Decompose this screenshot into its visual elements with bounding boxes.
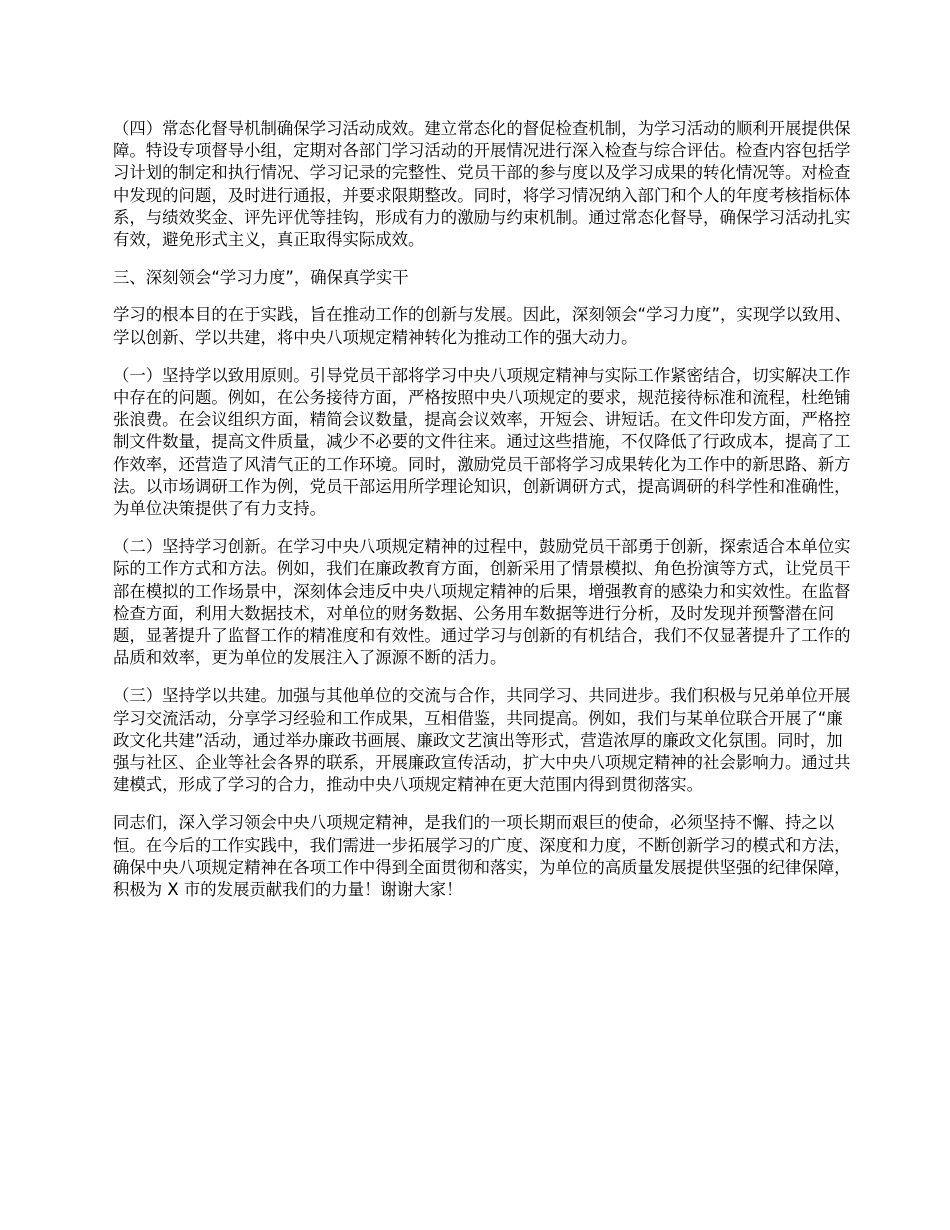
paragraph-innovation: （二）坚持学习创新。在学习中央八项规定精神的过程中，鼓励党员干部勇于创新，探索适合本单位实际的工作方式和方法。例如，我们在廉政教育方面，创新采用了情景模拟、角色扮演等方式，让党员干部在模拟的工作场景中，深刻体会违反中央八项规定精神的后果，增强教育的感染力和实效性。在监督检查方面，利用大数据技术，对单位的财务数据、公务用车数据等进行分析，及时发现并预警潜在问题，显著提升了监督工作的精准度和有效性。通过学习与创新的有机结合，我们不仅显著提升了工作的品质和效率，更为单位的发展注入了源源不断的活力。 (113, 537, 851, 668)
section-heading-3: 三、深刻领会“学习力度”，确保真学实干 (113, 268, 409, 288)
paragraph-section-intro: 学习的根本目的在于实践，旨在推动工作的创新与发展。因此，深刻领会“学习力度”，实现学以致用、学以创新、学以共建，将中央八项规定精神转化为推动工作的强大动力。 (113, 305, 852, 347)
paragraph-closing: 同志们，深入学习领会中央八项规定精神，是我们的一项长期而艰巨的使命，必须坚持不懈、持之以恒。在今后的工作实践中，我们需进一步拓展学习的广度、深度和力度，不断创新学习的模式和方法，确保中央八项规定精神在各项工作中得到全面贯彻和落实，为单位的高质量发展提供坚强的纪律保障，积极为 X 市的发展贡献我们的力量！谢谢大家！ (113, 813, 851, 900)
paragraph-supervision: （四）常态化督导机制确保学习活动成效。建立常态化的督促检查机制，为学习活动的顺利开展提供保障。特设专项督导小组，定期对各部门学习活动的开展情况进行深入检查与综合评估。检查内容包括学习计划的制定和执行情况、学习记录的完整性、党员干部的参与度以及学习成果的转化情况等。对检查中发现的问题，及时进行通报，并要求限期整改。同时，将学习情况纳入部门和个人的年度考核指标体系，与绩效奖金、评先评优等挂钩，形成有力的激励与约束机制。通过常态化督导，确保学习活动扎实有效，避免形式主义，真正取得实际成效。 (113, 119, 851, 250)
paragraph-apply-learning: （一）坚持学以致用原则。引导党员干部将学习中央八项规定精神与实际工作紧密结合，切实解决工作中存在的问题。例如，在公务接待方面，严格按照中央八项规定的要求，规范接待标准和流程，杜绝铺张浪费。在会议组织方面，精简会议数量，提高会议效率，开短会、讲短话。在文件印发方面，严格控制文件数量，提高文件质量，减少不必要的文件往来。通过这些措施，不仅降低了行政成本，提高了工作效率，还营造了风清气正的工作环境。同时，激励党员干部将学习成果转化为工作中的新思路、新方法。以市场调研工作为例，党员干部运用所学理论知识，创新调研方式，提高调研的科学性和准确性，为单位决策提供了有力支持。 (113, 365, 851, 519)
document-body (113, 118, 853, 917)
paragraph-co-building: （三）坚持学以共建。加强与其他单位的交流与合作，共同学习、共同进步。我们积极与兄弟单位开展学习交流活动，分享学习经验和工作成果，互相借鉴，共同提高。例如，我们与某单位联合开展了“廉政文化共建”活动，通过举办廉政书画展、廉政文艺演出等形式，营造浓厚的廉政文化氛围。同时，加强与社区、企业等社会各界的联系，开展廉政宣传活动，扩大中央八项规定精神的社会影响力。通过共建模式，形成了学习的合力，推动中央八项规定精神在更大范围内得到贯彻落实。 (113, 686, 851, 795)
